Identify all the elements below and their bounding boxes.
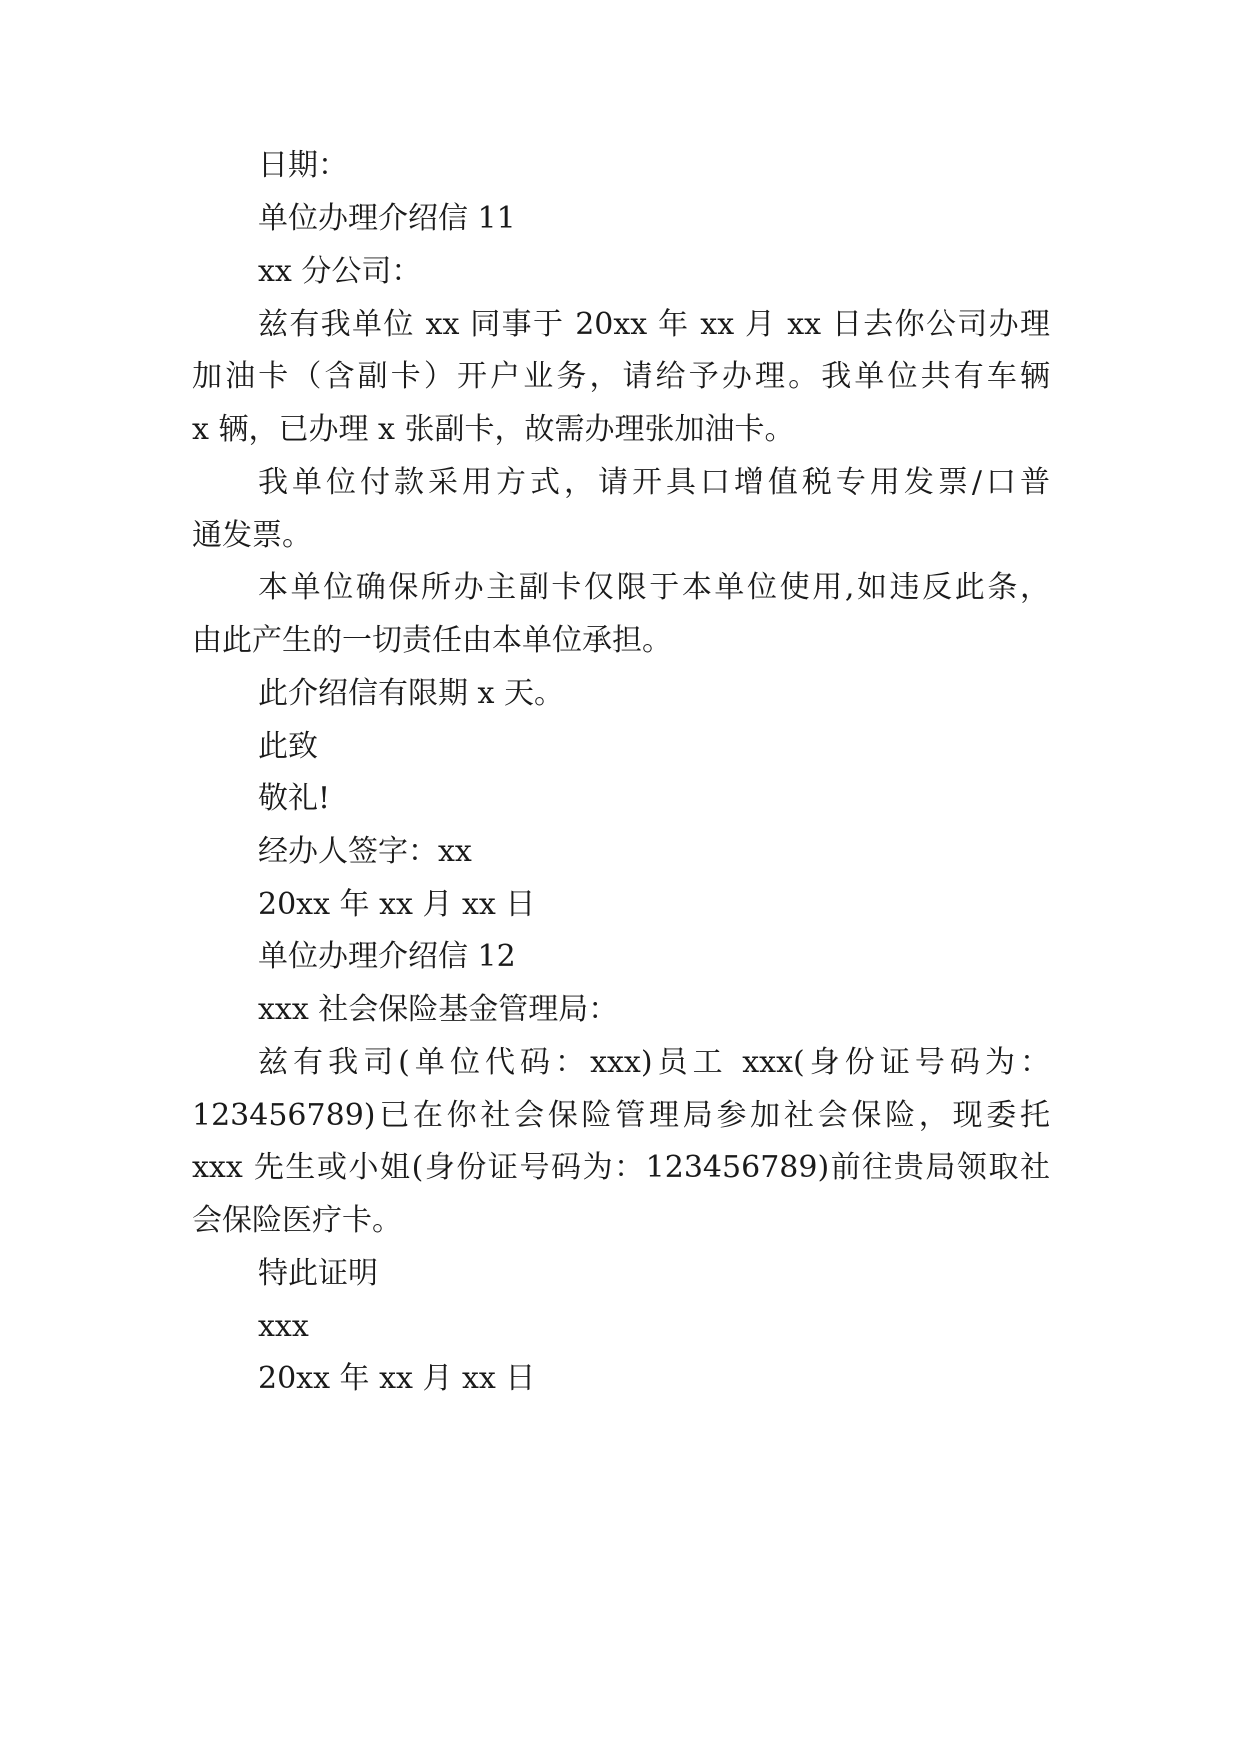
letter-11-salutation: 敬礼! [258,781,331,816]
letter-11-closing: 此致 [258,729,318,764]
date-label: 日期： [258,148,348,183]
letter-11-title: 单位办理介绍信 11 [258,201,516,236]
letter-12-date: 20xx 年 xx 月 xx 日 [258,1361,536,1396]
letter-12-body-line: 会保险医疗卡。 [192,1203,402,1238]
letter-11-date: 20xx 年 xx 月 xx 日 [258,887,536,922]
letter-11-validity: 此介绍信有限期 x 天。 [258,676,564,711]
letter-12-body-line: 兹有我司(单位代码：xxx)员工 xxx(身份证号码为： [258,1045,1050,1080]
letter-12-body-line: 123456789)已在你社会保险管理局参加社会保险，现委托 [192,1098,1050,1133]
letter-11-liability-line: 由此产生的一切责任由本单位承担。 [192,623,672,658]
letter-11-body-line: x 辆，已办理 x 张副卡，故需办理张加油卡。 [192,412,795,447]
letter-12-certify: 特此证明 [258,1256,378,1291]
letter-11-body-line: 加油卡（含副卡）开户业务，请给予办理。我单位共有车辆 [192,359,1050,394]
letter-11-signer: 经办人签字：xx [258,834,472,869]
letter-11-payment-line: 通发票。 [192,518,312,553]
letter-11-liability-line: 本单位确保所办主副卡仅限于本单位使用,如违反此条， [258,570,1050,605]
letter-12-signer: xxx [258,1309,309,1344]
letter-12-recipient: xxx 社会保险基金管理局： [258,992,619,1027]
letter-12-title: 单位办理介绍信 12 [258,939,516,974]
letter-11-recipient: xx 分公司： [258,254,422,289]
letter-12-body-line: xxx 先生或小姐(身份证号码为：123456789)前往贵局领取社 [192,1150,1050,1185]
letter-11-payment-line: 我单位付款采用方式，请开具口增值税专用发票/口普 [258,465,1050,500]
letter-11-body-line: 兹有我单位 xx 同事于 20xx 年 xx 月 xx 日去你公司办理 [258,307,1050,342]
